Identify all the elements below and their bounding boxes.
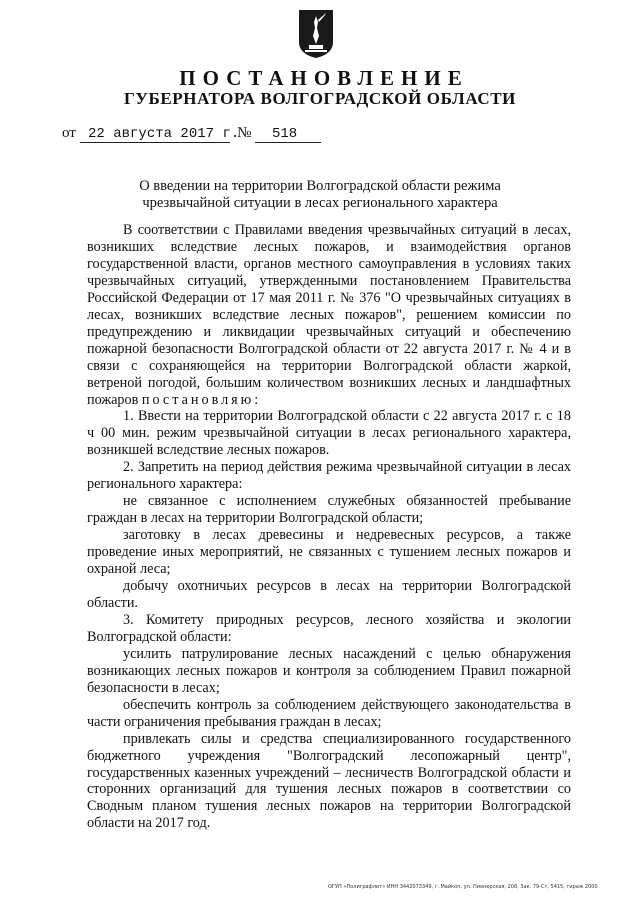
decree-number: 518 bbox=[255, 127, 321, 143]
coat-of-arms-emblem bbox=[297, 8, 335, 60]
document-title: ПОСТАНОВЛЕНИЕ bbox=[179, 66, 469, 90]
print-imprint: ОГУП «Полиграфлит» ИНН 3442073349, г. Майкоп, ул. Пионерская, 208, Зак. 79-Ст, 5415, тираж 2000 bbox=[328, 884, 598, 890]
from-label: от bbox=[62, 125, 76, 141]
item-3-subitem: обеспечить контроль за соблюдением действующего законодательства в части ограничения пребывания граждан в лесах; bbox=[87, 696, 571, 730]
item-2: 2. Запретить на период действия режима чрезвычайной ситуации в лесах регионального характера: bbox=[87, 459, 571, 493]
decree-body bbox=[87, 222, 571, 832]
decree-word: постановляю: bbox=[141, 391, 262, 408]
subject-line: чрезвычайной ситуации в лесах регионального характера bbox=[142, 195, 498, 211]
decree-date: 22 августа 2017 г. bbox=[80, 127, 230, 143]
date-number-line bbox=[62, 125, 321, 143]
item-2-subitem: добычу охотничьих ресурсов в лесах на территории Волгоградской области. bbox=[87, 578, 571, 611]
item-2-subitem: не связанное с исполнением служебных обязанностей пребывание граждан в лесах на территории Волгоградской области; bbox=[87, 493, 571, 527]
item-3: 3. Комитету природных ресурсов, лесного хозяйства и экологии Волгоградской области: bbox=[87, 611, 571, 645]
number-label: № bbox=[237, 125, 252, 141]
item-2-subitem: заготовку в лесах древесины и недревесных ресурсов, а также проведение иных мероприятий, не связанных с тушением лесных пожаров и охраной леса; bbox=[87, 527, 571, 578]
subject-line: О введении на территории Волгоградской области режима bbox=[139, 178, 501, 194]
preamble-paragraph: В соответствии с Правилами введения чрезвычайных ситуаций в лесах, возникших вследствие лесных пожаров, и взаимодействия органов государственной власти, органов местного самоуправления в условиях таких чрезвычайных ситуаций, утвержденными постановлением Правительства Российской Федерации от 17 мая 2011 г. № 376 "О чрезвычайных ситуациях в лесах, возникших вследствие лесных пожаров", решением комиссии по предупреждению и ликвидации чрезвычайных ситуаций и обеспечению пожарной безопасности Волгоградской области от 22 августа 2017 г. № 4 и в связи с сохраняющейся на территории Волгоградской области жаркой, ветреной погодой, большим количеством возникших лесных и ландшафтных пожаров постановляю: bbox=[87, 222, 571, 408]
item-3-subitem: усилить патрулирование лесных насаждений с целью обнаружения возникающих лесных пожаров и контроля за соблюдением Правил пожарной безопасности в лесах; bbox=[87, 645, 571, 696]
decree-subject bbox=[100, 178, 540, 212]
item-3-subitem: привлекать силы и средства специализированного государственного бюджетного учреждения "Волгоградский лесопожарный центр", государственных казенных учреждений – лесничеств Волгоградской области и сторонних организаций для тушения лесных пожаров в соответствии со Сводным планом тушения лесных пожаров на территории Волгоградской области на 2017 год. bbox=[87, 730, 571, 832]
item-1: 1. Ввести на территории Волгоградской области с 22 августа 2017 г. с 18 ч 00 мин. режим чрезвычайной ситуации в лесах регионального характера, возникшей вследствие лесных пожаров. bbox=[87, 408, 571, 459]
document-subtitle: ГУБЕРНАТОРА ВОЛГОГРАДСКОЙ ОБЛАСТИ bbox=[124, 89, 516, 108]
